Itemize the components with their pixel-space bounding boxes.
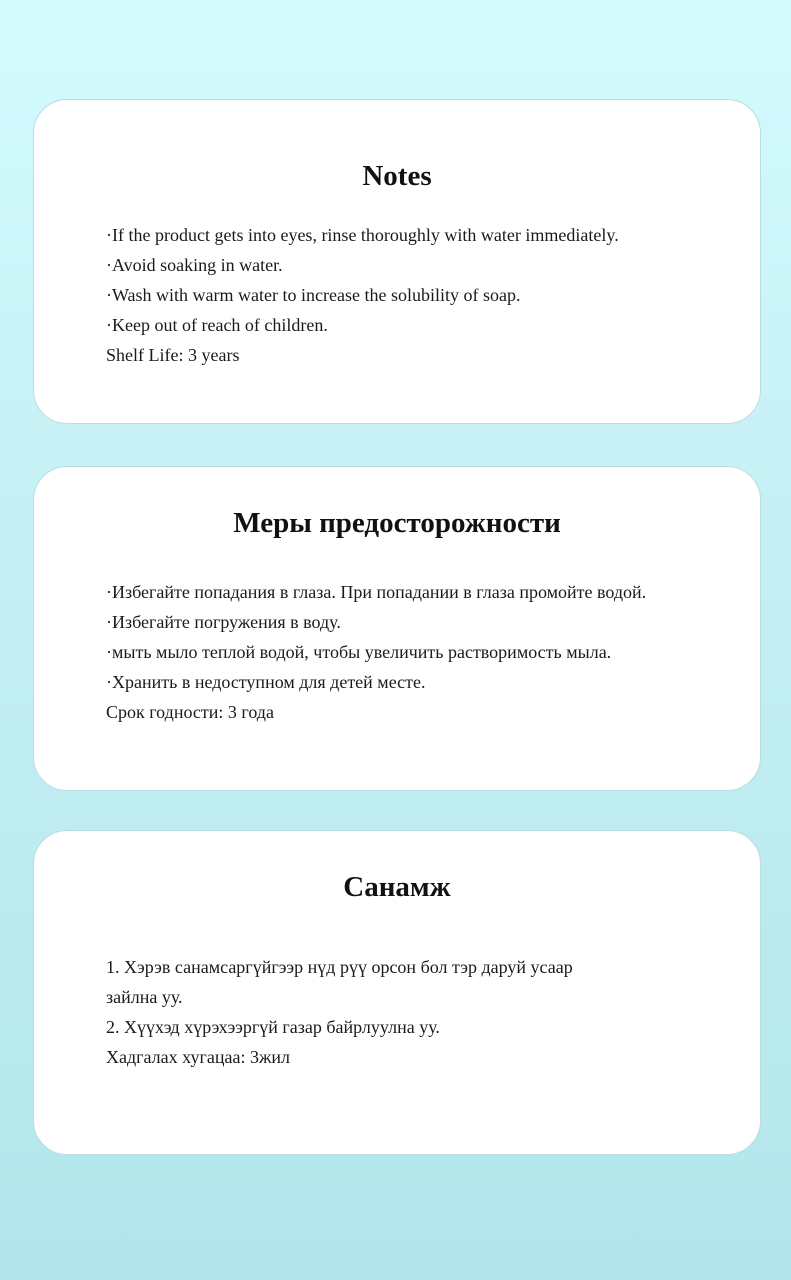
russian-line-warm-water: ·мыть мыло теплой водой, чтобы увеличить растворимость мыла. xyxy=(106,642,612,662)
notes-list xyxy=(106,220,736,370)
russian-line-soaking: ·Избегайте погружения в воду. xyxy=(106,612,341,632)
mongolian-line-eyes-continued: зайлна уу. xyxy=(106,987,183,1007)
notes-line-soaking: ·Avoid soaking in water. xyxy=(106,255,283,275)
russian-title: Меры предосторожности xyxy=(233,507,561,539)
notes-line-shelf-life: Shelf Life: 3 years xyxy=(106,345,240,365)
russian-line-shelf-life: Срок годности: 3 года xyxy=(106,702,274,722)
mongolian-line-shelf-life: Хадгалах хугацаа: 3жил xyxy=(106,1047,290,1067)
mongolian-line-children: 2. Хүүхэд хүрэхээргүй газар байрлуулна уу. xyxy=(106,1017,440,1037)
mongolian-title: Санамж xyxy=(343,871,451,903)
russian-line-eyes: ·Избегайте попадания в глаза. При попадании в глаза промойте водой. xyxy=(106,582,647,602)
notes-line-warm-water: ·Wash with warm water to increase the solubility of soap. xyxy=(106,285,521,305)
mongolian-line-eyes: 1. Хэрэв санамсаргүйгээр нүд рүү орсон бол тэр даруй усаар xyxy=(106,957,573,977)
notes-card-mongolian xyxy=(33,830,761,1155)
notes-line-eyes: ·If the product gets into eyes, rinse thoroughly with water immediately. xyxy=(106,225,619,245)
notes-card-english xyxy=(33,99,761,424)
notes-card-russian xyxy=(33,466,761,791)
russian-line-children: ·Хранить в недоступном для детей месте. xyxy=(106,672,426,692)
notes-title: Notes xyxy=(362,160,432,192)
russian-list xyxy=(106,577,736,727)
notes-line-children: ·Keep out of reach of children. xyxy=(106,315,328,335)
mongolian-list xyxy=(106,952,736,1072)
